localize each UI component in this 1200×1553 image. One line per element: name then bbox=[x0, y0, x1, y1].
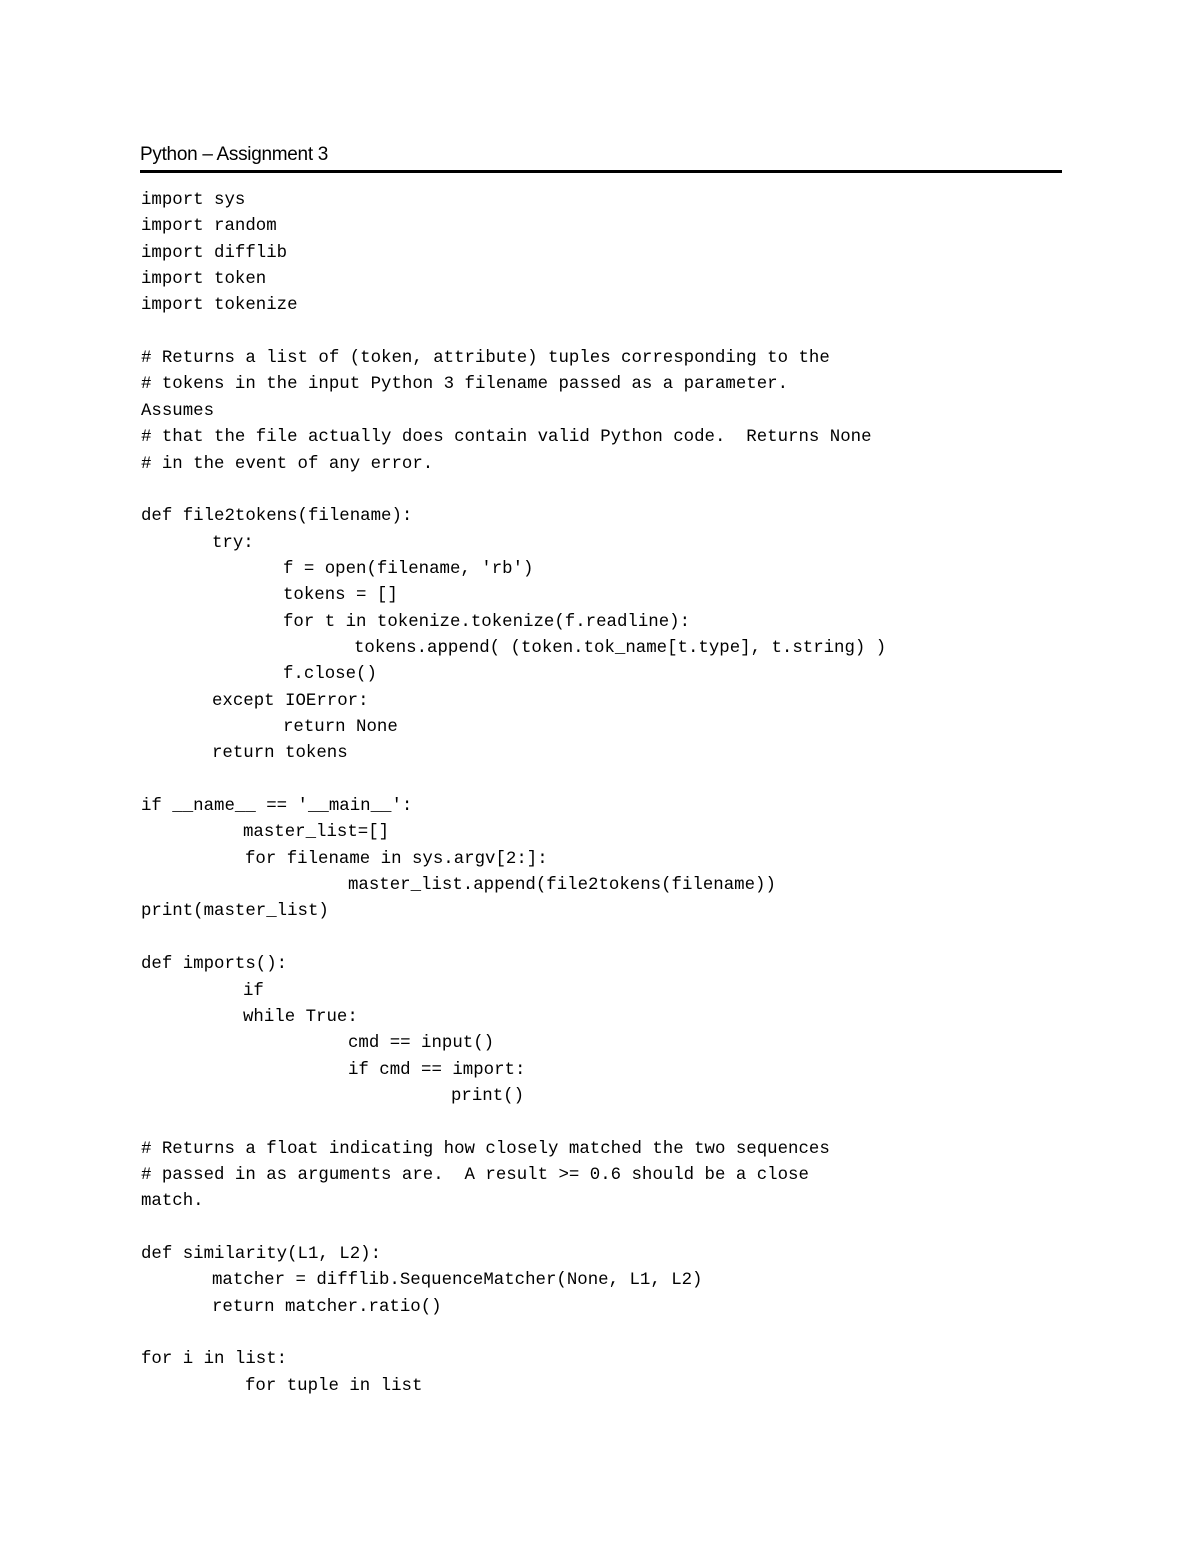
code-line: # tokens in the input Python 3 filename passed as a parameter. bbox=[141, 375, 789, 395]
code-line: # Returns a float indicating how closely matched the two sequences bbox=[141, 1139, 830, 1159]
code-line: import sys bbox=[141, 191, 246, 210]
code-line: if __name__ == '__main__': bbox=[141, 797, 413, 817]
code-line: f = open(filename, 'rb') bbox=[283, 559, 534, 579]
code-line: matcher = difflib.SequenceMatcher(None, L1, L2) bbox=[212, 1271, 703, 1291]
code-line: match. bbox=[141, 1192, 204, 1212]
code-line: import difflib bbox=[141, 243, 288, 263]
code-line: def similarity(L1, L2): bbox=[141, 1245, 382, 1264]
code-line: tokens = [] bbox=[283, 586, 398, 606]
code-line: f.close() bbox=[283, 665, 377, 685]
code-line: cmd == input() bbox=[348, 1034, 495, 1054]
code-line: tokens.append( (token.tok_name[t.type], t.string) ) bbox=[354, 638, 887, 658]
code-line: return matcher.ratio() bbox=[212, 1297, 442, 1317]
code-line: # in the event of any error. bbox=[141, 454, 434, 474]
code-line: import random bbox=[141, 217, 277, 237]
page-header bbox=[140, 142, 1062, 174]
code-line: def imports(): bbox=[141, 955, 288, 975]
code-line: # passed in as arguments are. A result >= 0.6 should be a close bbox=[141, 1165, 809, 1185]
code-line: import tokenize bbox=[141, 296, 298, 316]
code-line: return tokens bbox=[212, 744, 348, 764]
code-line: for t in tokenize.tokenize(f.readline): bbox=[283, 612, 691, 632]
page-title: Python – Assignment 3 bbox=[140, 144, 329, 165]
code-line: # that the file actually does contain valid Python code. Returns None bbox=[141, 428, 872, 448]
code-line: import token bbox=[141, 270, 267, 290]
code-line: if cmd == import: bbox=[348, 1060, 526, 1080]
code-line: master_list.append(file2tokens(filename)) bbox=[348, 876, 776, 896]
code-line: def file2tokens(filename): bbox=[141, 507, 413, 527]
header-rule bbox=[140, 170, 1062, 173]
code-line: for tuple in list bbox=[245, 1376, 423, 1396]
code-line: while True: bbox=[243, 1007, 358, 1027]
code-line: print() bbox=[451, 1086, 525, 1106]
code-line: try: bbox=[212, 533, 254, 553]
code-line: Assumes bbox=[141, 401, 215, 421]
code-line: master_list=[] bbox=[243, 823, 390, 843]
code-line: print(master_list) bbox=[141, 902, 329, 922]
code-line: except IOError: bbox=[212, 691, 369, 711]
code-line: for i in list: bbox=[141, 1350, 288, 1370]
code-line: for filename in sys.argv[2:]: bbox=[245, 849, 548, 869]
code-line: if bbox=[243, 981, 264, 1001]
code-line: # Returns a list of (token, attribute) tuples corresponding to the bbox=[141, 349, 830, 369]
code-line: return None bbox=[283, 718, 398, 737]
